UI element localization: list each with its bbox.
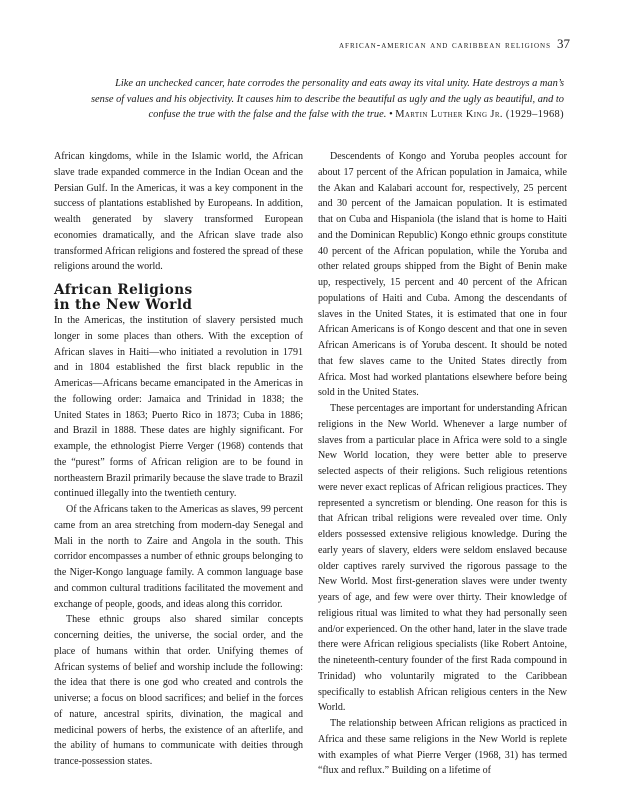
paragraph: Of the Africans taken to the Americas as slaves, 99 percent came from an area stretching from modern-day Senegal and Mali in the north to Zaire and Angola in the south. This corridor encompasses a number of ethnic groups belonging to the Niger-Kongo language family. A common language base and common cultural traditions facilitated the movement and exchange of people, goods, and ideas along this corridor. [54,504,303,610]
heading-line-1: African Religions [54,282,193,298]
left-column [54,149,303,770]
paragraph: African kingdoms, while in the Islamic world, the African slave trade expanded commerce in the Indian Ocean and the Persian Gulf. In the Americas, it was a key component in the success of plantations established by Europeans. In addition, wealth generated by slavery transformed European economies dramatically, and the African slave trade also transformed African religions and fostered the spread of these religions around the world. [54,151,303,273]
epigraph [90,76,564,123]
section-heading [54,283,303,312]
epigraph-bullet: • [388,109,393,120]
heading-line-2: in the New World [54,296,193,313]
epigraph-quote: Like an unchecked cancer, hate corrodes the personality and eats away its vital unity. Hate destroys a man’s sense of values and his objectivity. It causes him to describe the beautiful as ugly and the ugly as beautiful, and to confuse the true with the false and the false with the true. [91,78,564,120]
paragraph: These ethnic groups also shared similar concepts concerning deities, the universe, the social order, and the place of humans within that order. Unifying themes of African systems of belief and worship include the following: the idea that there is one god who created and controls the universe; a focus on blood sacrifices; and belief in the forces of nature, ancestral spirits, divination, the magical and medicinal powers of herbs, the existence of an afterlife, and the ability of humans to communicate with deities through trance-possession states. [54,614,303,767]
paragraph: These percentages are important for understanding African religions in the New World. Whenever a large number of slaves from a particular place in Africa were sold to a single New World location, they were better able to preserve selected aspects of their religions. Such religious retentions were never exact replicas of African religious practices. They represented a syncretism or blending. One reason for this is that African tribal religions were revealed over time. Only elders possessed extensive religious knowledge. During the early years of slavery, elders were seldom enslaved because older captives rarely survived the rigorous passage to the New World. Most first-generation slaves were under twenty years of age, and few were over thirty. Their knowledge of religious ritual was limited to what they had personally seen and/or experienced. On the other hand, later in the slave trade there were African religious specialists (like Robert Antoine, the nineteenth-century founder of the first Rada compound in Trinidad) who voluntarily migrated to the Caribbean specifically to establish African religious centers in the New World. [318,403,567,714]
running-title: african-american and caribbean religions [339,40,551,51]
running-header [0,36,570,52]
paragraph: The relationship between African religions as practiced in Africa and these same religions in the New World is replete with examples of what Pierre Verger (1968, 31) has termed “flux and reflux.” Building on a lifetime of [318,718,567,777]
paragraph: Descendents of Kongo and Yoruba peoples account for about 17 percent of the African population in Jamaica, while the Akan and Kalabari account for, respectively, 25 percent and 30 percent of the Jamaican population. It is estimated that on Cuba and Hispaniola (the island that is home to Haiti and the Dominican Republic) Kongo ethnic groups constitute 40 percent of the African population, while the Yoruba and other related groups shipped from the Bight of Benin make up, respectively, 15 percent and 40 percent of the African populations of Haiti and Cuba. Among the descendants of slaves in the United States, it is estimated that one in four African Americans is of Kongo descent and that one in seven African Americans is of Yoruba descent. It should be noted that few slaves came to the United States directly from Africa. Most had worked plantations elsewhere before being sold in the United States. [318,151,567,399]
epigraph-attribution: Martin Luther King Jr. (1929–1968) [395,109,564,120]
page-number: 37 [557,36,570,51]
paragraph: In the Americas, the institution of slavery persisted much longer in some places than others. With the exception of African slaves in Haiti—who initiated a revolution in 1791 and in 1804 established the first black republic in the Americas—Africans became emancipated in the Americas in the following order: Jamaica and Trinidad in 1838; the United States in 1863; Puerto Rico in 1873; Cuba in 1886; and Brazil in 1888. These dates are highly significant. For example, the ethnologist Pierre Verger (1968) contends that the “purest” forms of African religion are to be found in northeastern Brazil primarily because the slave trade to Brazil continued illegally into the twentieth century. [54,315,303,500]
right-column [318,149,567,779]
